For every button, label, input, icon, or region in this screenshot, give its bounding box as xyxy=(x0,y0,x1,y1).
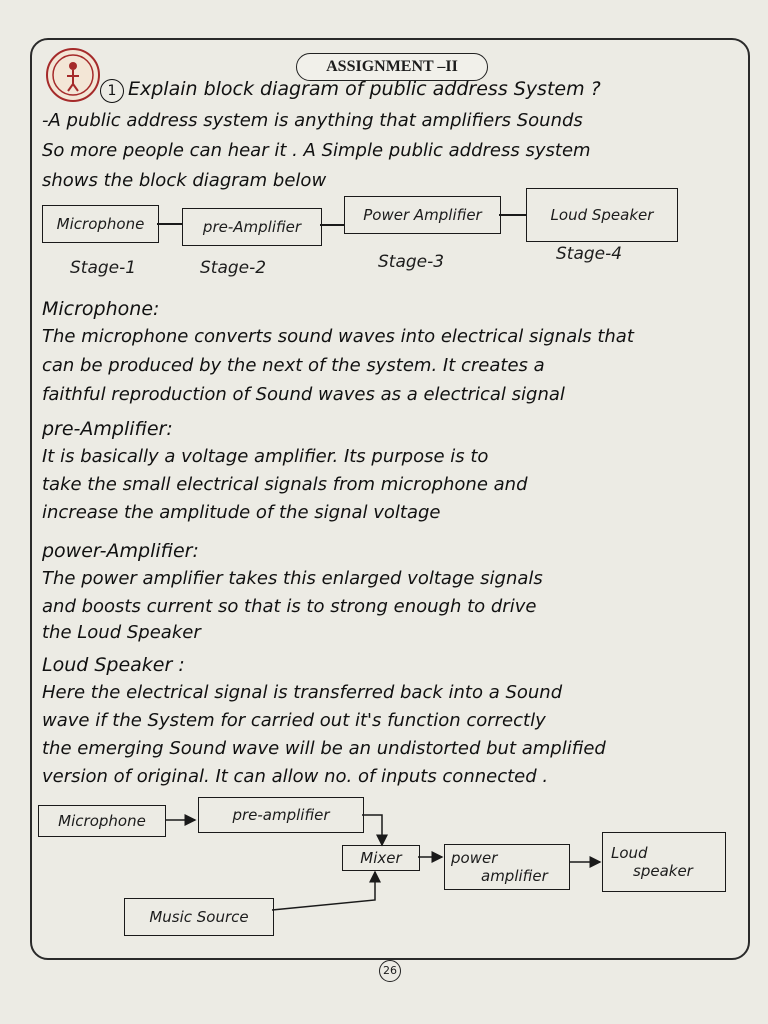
section-line: The microphone converts sound waves into electrical signals that xyxy=(42,326,634,347)
question-number: 1 xyxy=(100,79,124,103)
section-heading: power-Amplifier: xyxy=(42,540,199,562)
pre-amplifier-block: pre-Amplifier xyxy=(182,208,322,246)
section-line: take the small electrical signals from microphone and xyxy=(42,474,528,495)
section-line: The power amplifier takes this enlarged voltage signals xyxy=(42,568,543,589)
section-line: It is basically a voltage amplifier. Its purpose is to xyxy=(42,446,489,467)
section-heading: Loud Speaker : xyxy=(42,654,185,676)
loud-speaker-block: Loud Speaker xyxy=(526,188,678,242)
pre-amplifier-block: pre-amplifier xyxy=(198,797,364,833)
power-amplifier-block: Power Amplifier xyxy=(344,196,501,234)
power-amplifier-block xyxy=(444,844,570,890)
loud-speaker-label-bottom: speaker xyxy=(633,862,693,880)
section-line: version of original. It can allow no. of inputs connected . xyxy=(42,766,549,787)
assignment-title: ASSIGNMENT –II xyxy=(296,53,488,81)
loud-speaker-block xyxy=(602,832,726,892)
stage-label: Stage-3 xyxy=(378,252,445,272)
section-line: and boosts current so that is to strong enough to drive xyxy=(42,596,537,617)
stage-label: Stage-4 xyxy=(556,244,623,264)
section-line: the emerging Sound wave will be an undistorted but amplified xyxy=(42,738,606,759)
section-line: Here the electrical signal is transferred back into a Sound xyxy=(42,682,563,703)
page-number: 26 xyxy=(379,960,401,982)
section-line: increase the amplitude of the signal voltage xyxy=(42,502,441,523)
section-heading: pre-Amplifier: xyxy=(42,418,173,440)
mixer-block: Mixer xyxy=(342,845,420,871)
section-line: can be produced by the next of the system. It creates a xyxy=(42,355,545,376)
stage-label: Stage-2 xyxy=(200,258,267,278)
intro-line: shows the block diagram below xyxy=(42,170,327,191)
section-line: the Loud Speaker xyxy=(42,622,201,643)
section-line: faithful reproduction of Sound waves as a electrical signal xyxy=(42,384,565,405)
intro-line: -A public address system is anything that amplifiers Sounds xyxy=(42,110,583,131)
intro-line: So more people can hear it . A Simple public address system xyxy=(42,140,591,161)
microphone-block: Microphone xyxy=(38,805,166,837)
question-text: Explain block diagram of public address System ? xyxy=(128,78,601,100)
stage-label: Stage-1 xyxy=(70,258,137,278)
section-heading: Microphone: xyxy=(42,298,160,320)
microphone-block: Microphone xyxy=(42,205,159,243)
music-source-block: Music Source xyxy=(124,898,274,936)
loud-speaker-label-top: Loud xyxy=(611,844,648,862)
section-line: wave if the System for carried out it's function correctly xyxy=(42,710,546,731)
power-amplifier-label-top: power xyxy=(451,849,498,867)
power-amplifier-label-bottom: amplifier xyxy=(481,867,548,885)
